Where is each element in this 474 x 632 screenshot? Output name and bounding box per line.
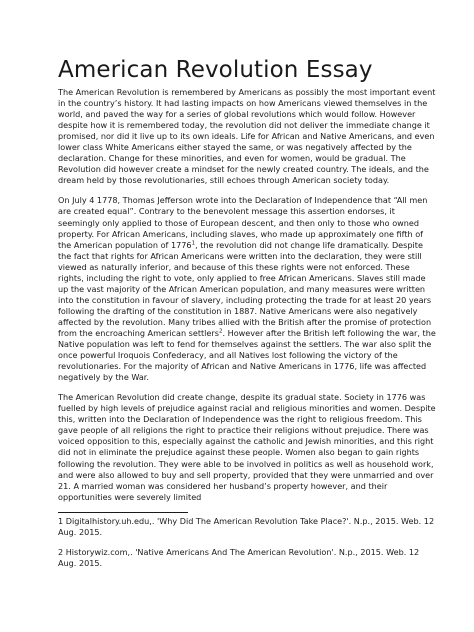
paragraph-change: The American Revolution did create change, despite its gradual state. Society in 1776 was fuelled by high levels of prejudice against racial and religious minorities and women. Despite this, written into the Declaration of Independence was the right to religious freedom. This gave people of all religions the right to practice their religions without prejudice. There was voiced opposition to this, especially against the catholic and Jewish minorities, and this right did not in eliminate the prejudice against these people. Women also began to gain rights following the revolution. They were able to be involved in politics as well as household work, and were also allowed to buy and sell property, provided that they were unmarried and over 21. A married woman was considered her husband’s property however, and their opportunities were severely limited [58, 392, 436, 502]
footnote-separator [58, 512, 188, 513]
footnote-ref-2: 2 [218, 328, 223, 335]
footnote-ref-1: 1 [191, 239, 196, 246]
footnote-1: 1 Digitalhistory.uh.edu,. 'Why Did The American Revolution Take Place?'. N.p., 2015. Web. 12 Aug. 2015. [58, 515, 435, 537]
footnote-2: 2 Historywiz.com,. 'Native Americans And The American Revolution'. N.p., 2015. Web. 12 Aug. 2015. [58, 546, 420, 568]
paragraph-declaration-part3: . However after the British left following the war, the Native population was left to fend for themselves against the settlers. The war also split the once powerful Iroquois Confederacy, and all Natives lost following the victory of the revolutionaries. For the majority of African and Native Americans in 1776, life was affected negatively by the War. [58, 327, 436, 383]
paragraph-declaration [58, 195, 436, 383]
paragraph-declaration-part2: , the revolution did not change life dramatically. Despite the fact that rights for African Americans were written into the declaration, they were still viewed as naturally inferior, and because of this these rights were not enforced. These rights, including the right to vote, only applied to free African Americans. Slaves still made up the vast majority of the African American population, and many measures were written into the constitution in favour of slavery, including protecting the trade for at least 20 years following the drafting of the constitution in 1887. Native Americans were also negatively affected by the revolution. Many tribes allied with the British after the promise of protection from the encroaching American settlers [58, 239, 432, 338]
paragraph-declaration-part1: On July 4 1778, Thomas Jefferson wrote into the Declaration of Independence that “All men are created equal”. Contrary to the benevolent message this assertion endorses, it seemingly only applied to those of European descent, and then only to those who owned property. For African Americans, including slaves, who made up approximately one fifth of the American population of 1776 [58, 195, 428, 250]
document-title: American Revolution Essay [58, 57, 373, 83]
paragraph-intro: The American Revolution is remembered by Americans as possibly the most important event in the country’s history. It had lasting impacts on how Americans viewed themselves in the world, and paved the way for a series of global revolutions which would follow. However despite how it is remembered today, the revolution did not deliver the immediate change it promised, nor did it live up to its own ideals. Life for African and Native Americans, and even lower class White Americans either stayed the same, or was negatively affected by the declaration. Change for these minorities, and even for women, would be gradual. The Revolution did however create a mindset for the newly created country. The ideals, and the dream held by those revolutionaries, still echoes through American society today. [58, 87, 436, 186]
